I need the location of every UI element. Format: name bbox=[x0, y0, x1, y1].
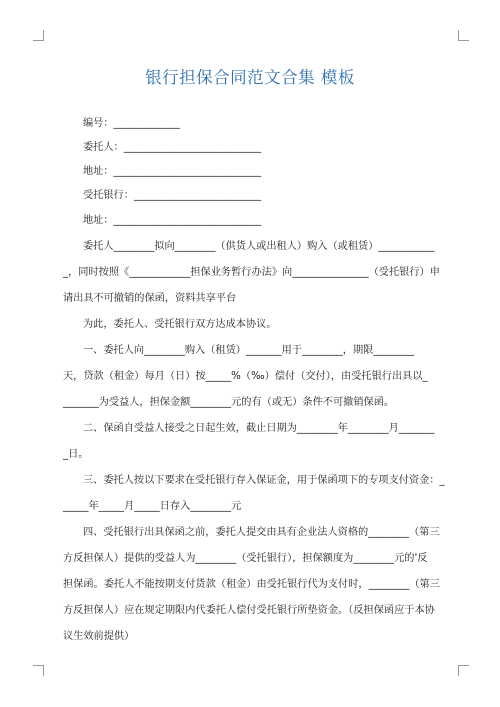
clause-2-line: 二、保函自受益人接受之日起生效，截止日期为________年________月_______ bbox=[83, 423, 435, 434]
clause-3-line: 三、委托人按以下要求在受托银行存入保证金，用于保函项下的专项支付资金：_ bbox=[83, 475, 445, 486]
document-title: 银行担保合同范文合集 模板 bbox=[145, 68, 355, 87]
clause-1-line: 一、委托人向________购入（租赁）_______用于________，期限________ bbox=[83, 345, 415, 356]
clause-2-line: _日。 bbox=[63, 449, 89, 460]
clause-4-line: 方反担保人）提供的受益人为________（受托银行），担保额度为________元的'反 bbox=[63, 553, 428, 564]
clause-4-line: 担保函。委托人不能按期支付货款（租金）由受托银行代为支付时，________（第三 bbox=[63, 579, 440, 590]
corner-mark-bottom-left bbox=[33, 665, 44, 676]
clause-4-line: 议生效前提供） bbox=[63, 631, 135, 642]
corner-mark-top-right bbox=[458, 30, 469, 41]
field-client-address: 地址：_____________________________ bbox=[83, 166, 262, 177]
field-client: 委托人：___________________________ bbox=[83, 142, 262, 153]
field-number: 编号：_____________ bbox=[83, 118, 180, 129]
paragraph-line: _，同时按照《____________担保业务暂行办法》向_______________（受托银行）申 bbox=[63, 267, 440, 278]
clause-1-line: _______为受益人，担保金额________元的有（或无）条件不可撤销保函。 bbox=[63, 397, 395, 408]
clause-1-line: 天，贷款（租金）每月（日）按_____%（‰）偿付（交付），由受托银行出具以_ bbox=[63, 371, 428, 382]
field-bank-address: 地址：_____________________________ bbox=[83, 215, 262, 226]
paragraph-line: 请出具不可撤销的保函，资料共享平台 bbox=[63, 293, 237, 304]
field-bank: 受托银行：_________________________ bbox=[83, 190, 262, 201]
corner-mark-top-left bbox=[33, 30, 44, 41]
paragraph-line: 为此，委托人、受托银行双方达成本协议。 bbox=[83, 319, 277, 330]
clause-3-line: _____年_____月_____日存入________元 bbox=[63, 501, 242, 512]
paragraph-line: 委托人________拟向________（供货人或出租人）购入（或租赁）___________ bbox=[83, 241, 435, 252]
corner-mark-bottom-right bbox=[458, 665, 469, 676]
clause-4-line: 方反担保人）应在规定期限内代委托人偿付受托银行所垫资金。（反担保函应于本协 bbox=[63, 605, 435, 616]
clause-4-line: 四、受托银行出具保函之前，委托人提交由具有企业法人资格的________（第三 bbox=[83, 527, 440, 538]
